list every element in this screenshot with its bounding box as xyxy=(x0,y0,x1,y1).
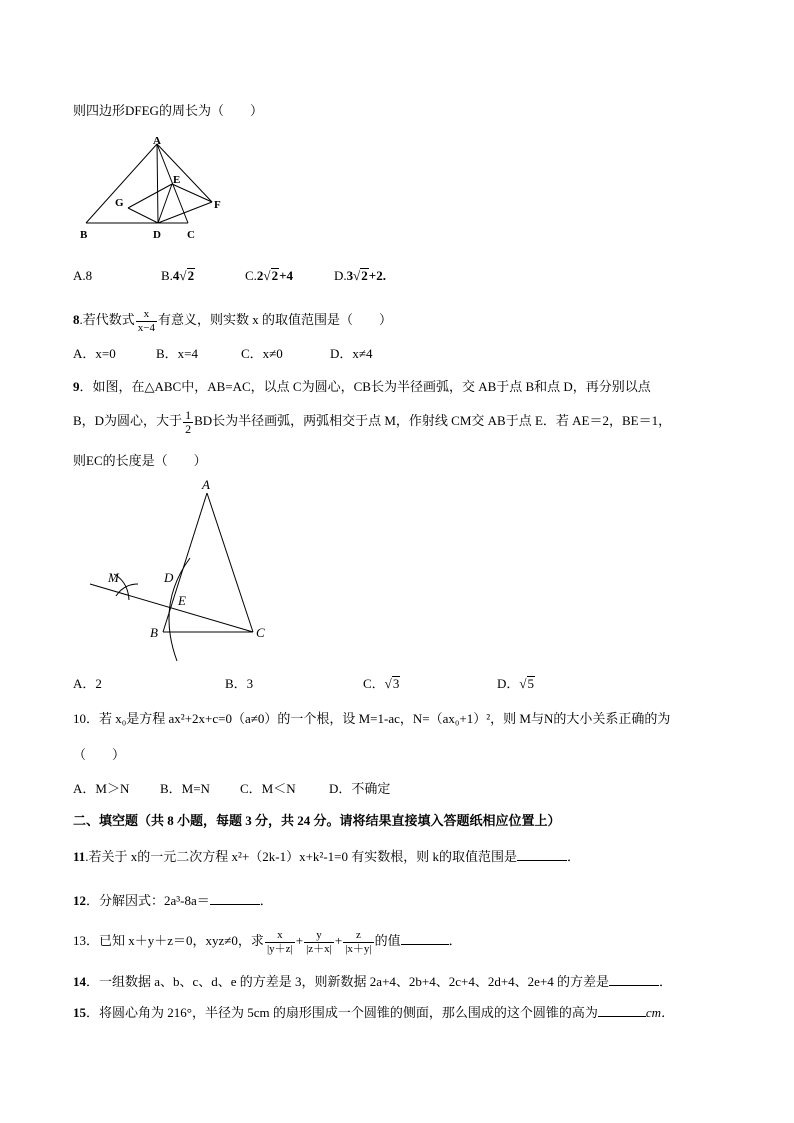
q9-option-d-prefix: D． xyxy=(497,676,520,691)
q11-number: 11 xyxy=(73,849,86,864)
q13-plus-2: + xyxy=(334,933,343,948)
q7-option-d: D.3√2+2. xyxy=(334,268,386,283)
q9-line-1 xyxy=(73,378,651,396)
q7-seg-AF xyxy=(157,144,212,202)
q10-option-d: D．不确定 xyxy=(329,781,391,796)
q7-option-b-prefix: B. xyxy=(161,268,173,283)
q9-line-2-pre: B，D为圆心，大于 xyxy=(73,413,183,428)
q7-option-c-radicand: 2 xyxy=(271,268,279,283)
q9-number: 9 xyxy=(73,379,80,394)
q9-label-D: D xyxy=(164,570,174,585)
q9-line-1-text: ．如图，在△ABC中，AB=AC，以点 C为圆心，CB长为半径画弧，交 AB于点 B和点 D，再分别以点 xyxy=(79,379,651,394)
q13-pre: 13．已知 x＋y＋z＝0，xyz≠0，求 xyxy=(73,933,264,948)
q8-option-a: A．x=0 xyxy=(73,346,116,361)
q13-fraction-1: $\frac{x}{|y+z|}$ xyxy=(266,928,293,955)
q7-option-d-tail: +2. xyxy=(368,268,386,283)
q7-label-G: G xyxy=(115,197,124,209)
q8-fraction: $\frac{x}{x-4}$ xyxy=(137,307,155,334)
q10-line-1: 10．若 x₀是方程 ax²+2x+c=0（a≠0）的一个根，设 M=1-ac，N=（ax₀+1）²，则 M与N的大小关系正确的为 xyxy=(73,711,671,726)
q9-seg-AC xyxy=(207,493,253,632)
q7-seg-AB xyxy=(86,144,157,223)
q7-seg-DF xyxy=(158,202,212,223)
q11 xyxy=(73,847,580,866)
q7-label-E: E xyxy=(173,174,181,186)
q9-line-3: 则EC的长度是（ ） xyxy=(73,453,207,468)
q13-post: 的值 xyxy=(374,933,401,948)
q15-text: ．将圆心角为 216°，半径为 5cm 的扇形围成一个圆锥的侧面，那么围成的这个圆锥的高为 xyxy=(86,1005,598,1020)
q15-unit: cm． xyxy=(645,1005,675,1020)
q11-tail: ． xyxy=(567,849,581,864)
q7-label-A: A xyxy=(153,135,161,147)
q10-line-2: （ ） xyxy=(73,747,126,762)
q12 xyxy=(73,891,273,910)
q8-option-c: C．x≠0 xyxy=(241,346,283,361)
q8-option-d: D．x≠4 xyxy=(330,346,373,361)
q7-option-c-coef: 2 xyxy=(256,268,264,283)
q9-option-d: D．√5 xyxy=(497,676,535,691)
q14-answer-blank[interactable] xyxy=(609,972,659,986)
q8-option-b: B．x=4 xyxy=(156,346,199,361)
q7-label-D: D xyxy=(153,229,161,241)
q9-fraction: $\frac{1}{2}$ xyxy=(185,407,192,436)
q7-option-a: A.8 xyxy=(73,268,93,283)
q9-option-c-prefix: C． xyxy=(363,676,385,691)
q13-fraction-3: $\frac{z}{|x+y|}$ xyxy=(345,928,372,955)
q13-tail: ． xyxy=(448,933,462,948)
q9-option-d-radicand: 5 xyxy=(527,676,535,691)
q13 xyxy=(73,924,462,958)
q7-seg-AD xyxy=(157,144,158,223)
q7-option-d-prefix: D. xyxy=(334,268,347,283)
q15-number: 15 xyxy=(73,1005,86,1020)
q10-option-a: A．M＞N xyxy=(73,781,130,796)
q9-label-M: M xyxy=(108,570,119,585)
q9-option-a: A．2 xyxy=(73,676,102,691)
q13-fraction-2: $\frac{y}{|z+x|}$ xyxy=(306,928,332,955)
q8-number: 8 xyxy=(73,312,80,327)
q10-option-b: B．M=N xyxy=(160,781,210,796)
q7-label-C: C xyxy=(187,229,195,241)
q14-number: 14 xyxy=(73,974,86,989)
q7-option-b: B.4√2 xyxy=(161,268,195,283)
q14 xyxy=(73,972,672,991)
q12-text: ．分解因式：2a³-8a＝ xyxy=(86,893,210,908)
q12-number: 12 xyxy=(73,893,86,908)
q9-figure xyxy=(84,474,284,666)
q14-text: ．一组数据 a、b、c、d、e 的方差是 3，则新数据 2a+4、2b+4、2c+4、2d+4、2e+4 的方差是 xyxy=(86,974,610,989)
q8-pre: .若代数式 xyxy=(79,312,135,327)
q8-post: 有意义，则实数 x 的取值范围是（ ） xyxy=(157,312,392,327)
q7-seg-GD xyxy=(128,208,158,223)
q7-option-b-radicand: 2 xyxy=(187,268,195,283)
q9-line-2 xyxy=(73,404,671,438)
q7-label-F: F xyxy=(214,199,221,211)
q7-figure xyxy=(76,134,236,246)
q9-option-b: B．3 xyxy=(225,676,254,691)
q7-option-c: C.2√2+4 xyxy=(245,268,293,283)
q7-stem: 则四边形DFEG的周长为（ ） xyxy=(73,103,263,118)
q9-label-B: B xyxy=(150,625,158,640)
q7-seg-GE xyxy=(128,184,172,208)
q7-option-d-radicand: 2 xyxy=(361,268,368,283)
q7-option-b-coef: 4 xyxy=(172,268,180,283)
q8-stem xyxy=(73,305,392,335)
q7-option-d-coef: 3 xyxy=(346,268,354,283)
q10-option-c: C．M＜N xyxy=(240,781,296,796)
q7-option-c-prefix: C. xyxy=(245,268,257,283)
q7-seg-EF xyxy=(172,184,212,202)
q9-option-c-radicand: 3 xyxy=(392,676,400,691)
q15 xyxy=(73,1003,674,1022)
q15-answer-blank[interactable] xyxy=(598,1003,646,1017)
q12-tail: ． xyxy=(259,893,273,908)
q7-seg-ED xyxy=(158,184,172,223)
q7-option-c-tail: +4 xyxy=(279,268,293,283)
q9-label-C: C xyxy=(256,625,265,640)
q13-plus-1: + xyxy=(295,933,304,948)
q13-answer-blank[interactable] xyxy=(401,931,449,945)
q9-option-c: C．√3 xyxy=(363,676,400,691)
q9-label-A: A xyxy=(202,477,210,492)
q12-answer-blank[interactable] xyxy=(210,891,260,905)
q14-tail: ． xyxy=(659,974,673,989)
q11-answer-blank[interactable] xyxy=(517,847,567,861)
q7-label-B: B xyxy=(80,229,88,241)
q9-ray-CM xyxy=(90,584,253,632)
q11-text: .若关于 x的一元二次方程 x²+（2k-1）x+k²-1=0 有实数根，则 k的取值范围是 xyxy=(85,849,517,864)
q9-line-2-post: BD长为半径画弧，两弧相交于点 M，作射线 CM交 AB于点 E．若 AE＝2，BE＝1， xyxy=(194,413,672,428)
q9-label-E: E xyxy=(178,593,186,608)
section-2-title: 二、填空题（共 8 小题，每题 3 分，共 24 分。请将结果直接填入答题纸相应位置上） xyxy=(73,813,561,828)
